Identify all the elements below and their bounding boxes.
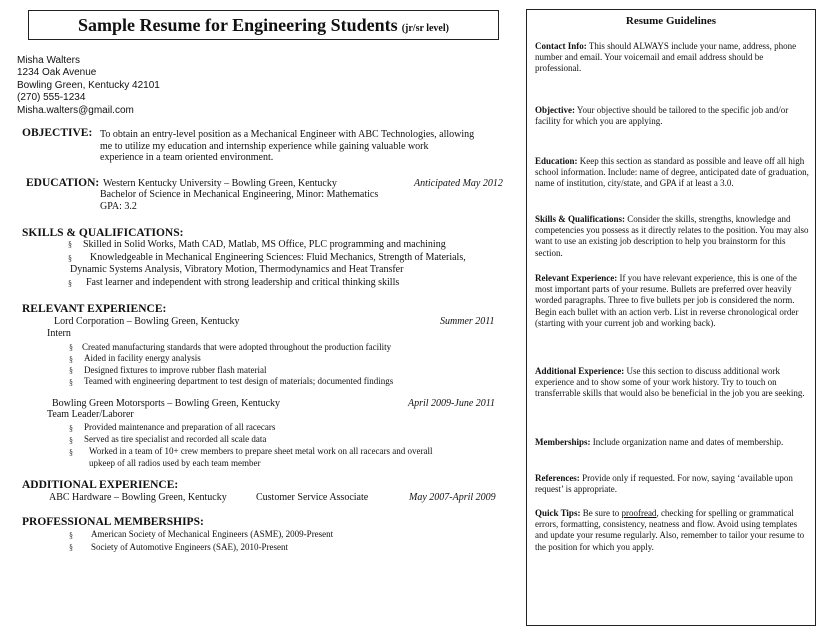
- job-date: Summer 2011: [440, 316, 495, 327]
- objective-line: experience in a team oriented environment.: [100, 152, 274, 163]
- contact-name: Misha Walters: [17, 55, 80, 66]
- skill-item-continued: Dynamic Systems Analysis, Vibratory Motion, Thermodynamics and Heat Transfer: [70, 264, 404, 275]
- experience-heading: RELEVANT EXPERIENCE:: [22, 303, 167, 315]
- additional-role: Customer Service Associate: [256, 492, 369, 503]
- guideline-memberships: Memberships: Include organization name and dates of membership.: [535, 437, 784, 447]
- education-school: Western Kentucky University – Bowling Green, Kentucky: [103, 178, 337, 189]
- bullet-icon: §: [69, 531, 73, 540]
- job-bullet: Aided in facility energy analysis: [84, 353, 201, 363]
- objective-heading: OBJECTIVE:: [22, 127, 93, 139]
- contact-phone: (270) 555-1234: [17, 92, 86, 104]
- proofread-text: proofread: [621, 508, 657, 518]
- resume-title-box: [28, 10, 499, 40]
- skills-heading: SKILLS & QUALIFICATIONS:: [22, 227, 184, 239]
- guideline-skills: Skills & Qualifications: Consider the skills, strengths, knowledge and competencies you possess as it directly relates to the position. You may also want to use an existing job description to help you brainstorm for this section.: [535, 214, 809, 258]
- membership-item: American Society of Mechanical Engineers (ASME), 2009-Present: [91, 529, 334, 539]
- bullet-icon: §: [69, 436, 73, 445]
- job-employer: Bowling Green Motorsports – Bowling Green, Kentucky: [52, 398, 281, 409]
- bullet-icon: §: [68, 240, 72, 249]
- guidelines-title: Resume Guidelines: [625, 15, 717, 27]
- job-bullet: Worked in a team of 10+ crew members to prepare sheet metal work on all racecars and overall: [89, 446, 433, 456]
- objective-text: [100, 129, 520, 164]
- bullet-icon: §: [68, 254, 72, 263]
- additional-employer: ABC Hardware – Bowling Green, Kentucky: [49, 492, 227, 503]
- skill-item: Skilled in Solid Works, Math CAD, Matlab, MS Office, PLC programming and machining: [83, 239, 446, 250]
- contact-email: Misha.walters@gmail.com: [17, 104, 134, 116]
- bullet-icon: §: [69, 424, 73, 433]
- additional-heading: ADDITIONAL EXPERIENCE:: [22, 479, 179, 491]
- job-bullet: Designed fixtures to improve rubber flash material: [84, 365, 267, 375]
- job-title: Intern: [47, 328, 71, 339]
- skill-item: Fast learner and independent with strong leadership and critical thinking skills: [86, 277, 400, 288]
- guideline-quick-tips: Quick Tips: Be sure to proofread, checking for spelling or grammatical errors, formatting, consistency, neatness and flow. Avoid using templates and update your resume regularly. Also, remember to tailor your resume to the position for which you apply.: [535, 508, 805, 552]
- contact-street: 1234 Oak Avenue: [17, 67, 97, 79]
- education-heading: EDUCATION:: [26, 177, 100, 189]
- membership-item: Society of Automotive Engineers (SAE), 2010-Present: [91, 542, 288, 552]
- guidelines-box: [526, 9, 816, 626]
- resume-subtitle: (jr/sr level): [401, 23, 449, 34]
- job-bullet: Provided maintenance and preparation of all racecars: [84, 422, 276, 432]
- guideline-education: Education: Keep this section as standard as possible and leave off all high school information. Include: name of degree, anticipated date of graduation, name of institution, city/state, and GPA if at least a 3.0.: [535, 156, 809, 189]
- guideline-relevant: Relevant Experience: If you have relevant experience, this is one of the most important parts of your resume. Bullets are preferred over heavily worded paragraphs. Three to five bullets per job is considered the norm. Begin each bullet with an action verb. List in reverse chronological order (starting with your current job and working back).: [535, 273, 799, 328]
- objective-line: me to utilize my education and internship experience while gaining valuable work: [100, 140, 429, 152]
- guideline-objective: Objective: Your objective should be tailored to the specific job and/or facility for which you are applying.: [535, 105, 789, 127]
- bullet-icon: §: [69, 366, 73, 375]
- education-date: Anticipated May 2012: [414, 178, 503, 189]
- contact-city: Bowling Green, Kentucky 42101: [17, 79, 160, 91]
- contact-block: [17, 55, 160, 117]
- bullet-icon: §: [69, 355, 73, 364]
- job-bullet: Teamed with engineering department to test design of materials; documented findings: [84, 376, 394, 386]
- job-employer: Lord Corporation – Bowling Green, Kentucky: [54, 316, 240, 327]
- bullet-icon: §: [69, 543, 73, 552]
- education-gpa: GPA: 3.2: [100, 201, 137, 212]
- job-bullet: Created manufacturing standards that were adopted throughout the production facility: [82, 342, 392, 352]
- bullet-icon: §: [68, 279, 72, 288]
- job-bullet-continued: upkeep of all radios used by each team member: [89, 458, 261, 468]
- education-degree: Bachelor of Science in Mechanical Engineering, Minor: Mathematics: [100, 189, 379, 200]
- bullet-icon: §: [69, 378, 73, 387]
- bullet-icon: §: [69, 343, 73, 352]
- guideline-additional: Additional Experience: Use this section to discuss additional work experience and to show some of your work history. Try to touch on transferrable skills that would also be beneficial in the job you are seeking.: [535, 366, 805, 399]
- guideline-contact: Contact Info: This should ALWAYS include your name, address, phone number and email. Your voicemail and email address should be professional.: [535, 41, 797, 74]
- guideline-references: References: Provide only if requested. For now, saying ‘available upon request’ is appropriate.: [535, 473, 793, 495]
- skill-item: Knowledgeable in Mechanical Engineering Sciences: Fluid Mechanics, Strength of Materials,: [90, 252, 466, 263]
- job-title: Team Leader/Laborer: [47, 409, 134, 420]
- bullet-icon: §: [69, 448, 73, 457]
- job-date: April 2009-June 2011: [408, 398, 496, 409]
- job-bullet: Served as tire specialist and recorded all scale data: [84, 434, 267, 444]
- additional-date: May 2007-April 2009: [409, 492, 496, 503]
- resume-title: Sample Resume for Engineering Students: [78, 15, 398, 35]
- objective-line: To obtain an entry-level position as a Mechanical Engineer with ABC Technologies, allowing: [100, 129, 475, 140]
- memberships-heading: PROFESSIONAL MEMBERSHIPS:: [22, 516, 204, 528]
